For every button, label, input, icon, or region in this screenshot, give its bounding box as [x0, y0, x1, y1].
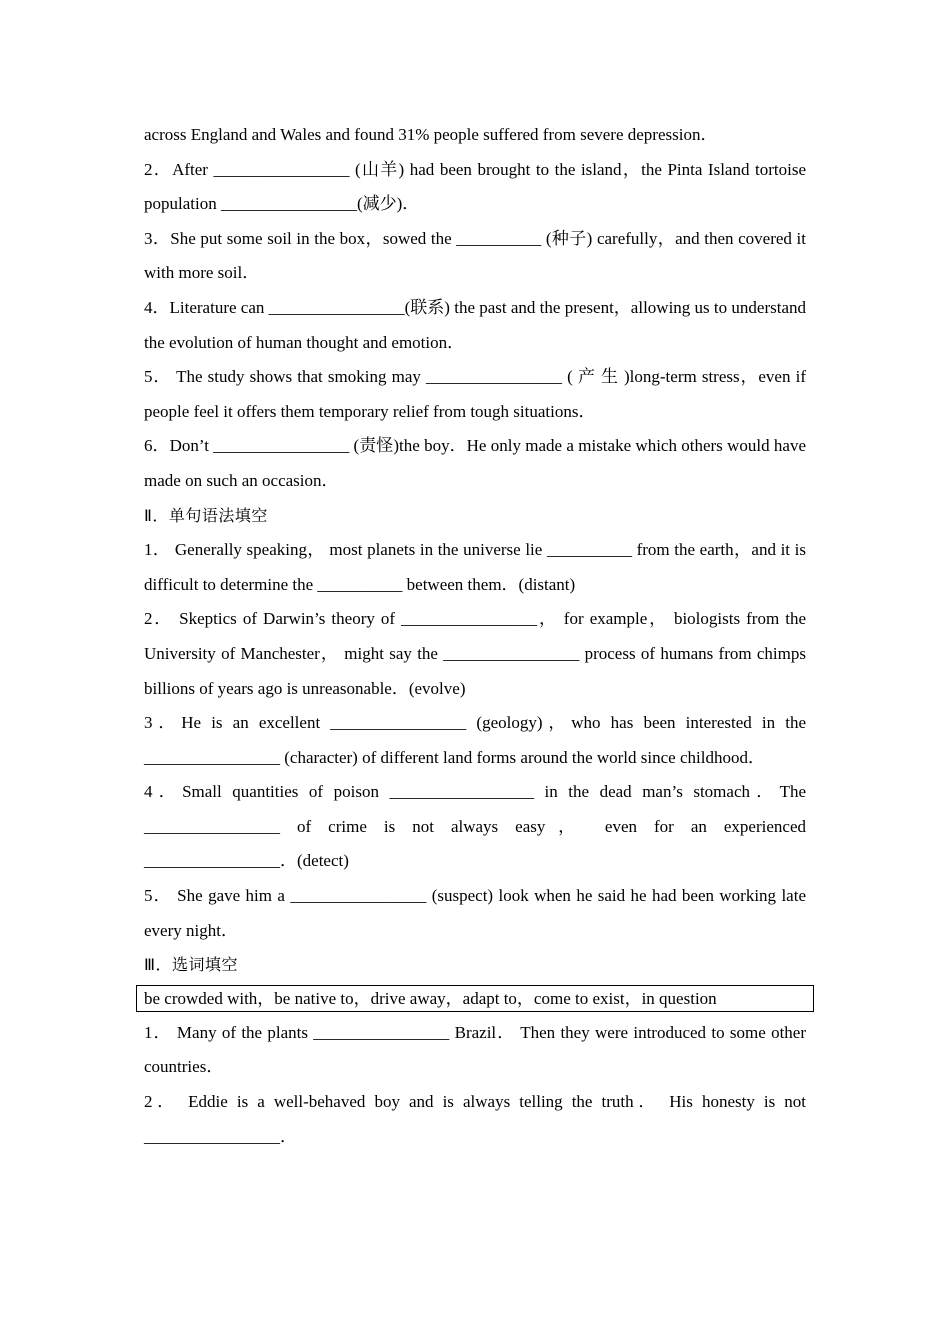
worksheet-page — [144, 118, 806, 1154]
question-text: 4．Small quantities of poison _________________ in the dead man’s stomach．The ________________ of crime is not always easy， even for an experienced ________________．(detect) — [144, 782, 806, 871]
question-text: 2． Skeptics of Darwin’s theory of ________________， for example， biologists from the University of Manchester， might say the ________________ process of humans from chimps billions of years ago is unreasonable．(evolve) — [144, 609, 806, 698]
question-text: 4．Literature can ________________(联系) the past and the present，allowing us to understand the evolution of human thought and emotion． — [144, 297, 806, 352]
question-text: across England and Wales and found 31% people suffered from severe depression． — [144, 125, 718, 144]
section-heading: Ⅱ．单句语法填空 — [144, 505, 268, 525]
word-box: be crowded with，be native to，drive away，adapt to，come to exist，in question — [136, 985, 814, 1012]
question-text: 2．After ________________ (山羊) had been brought to the island，the Pinta Island tortoise population ________________(减少)． — [144, 159, 806, 214]
question-text: 1． Generally speaking， most planets in the universe lie __________ from the earth，and it is difficult to determine the __________ between them．(distant) — [144, 540, 806, 594]
question-text: 5． The study shows that smoking may ________________ ( 产 生 )long-term stress，even if people feel it offers them temporary relief from tough situations． — [144, 367, 806, 421]
question-text: 3．She put some soil in the box，sowed the __________ (种子) carefully，and then covered it with more soil． — [144, 228, 806, 283]
question-text: 5． She gave him a ________________ (suspect) look when he said he had been working late every night． — [144, 886, 806, 940]
section-heading: Ⅲ．选词填空 — [144, 955, 239, 975]
question-text: 2． Eddie is a well-behaved boy and is always telling the truth． His honesty is not ________________． — [144, 1092, 806, 1146]
question-text: 1． Many of the plants ________________ Brazil． Then they were introduced to some other countries． — [144, 1022, 806, 1077]
question-text: 6．Don’t ________________ (责怪)the boy．He only made a mistake which others would have made on such an occasion． — [144, 436, 806, 490]
question-text: 3．He is an excellent ________________ (geology)，who has been interested in the ________________ (character) of different land forms around the world since childhood． — [144, 713, 806, 767]
